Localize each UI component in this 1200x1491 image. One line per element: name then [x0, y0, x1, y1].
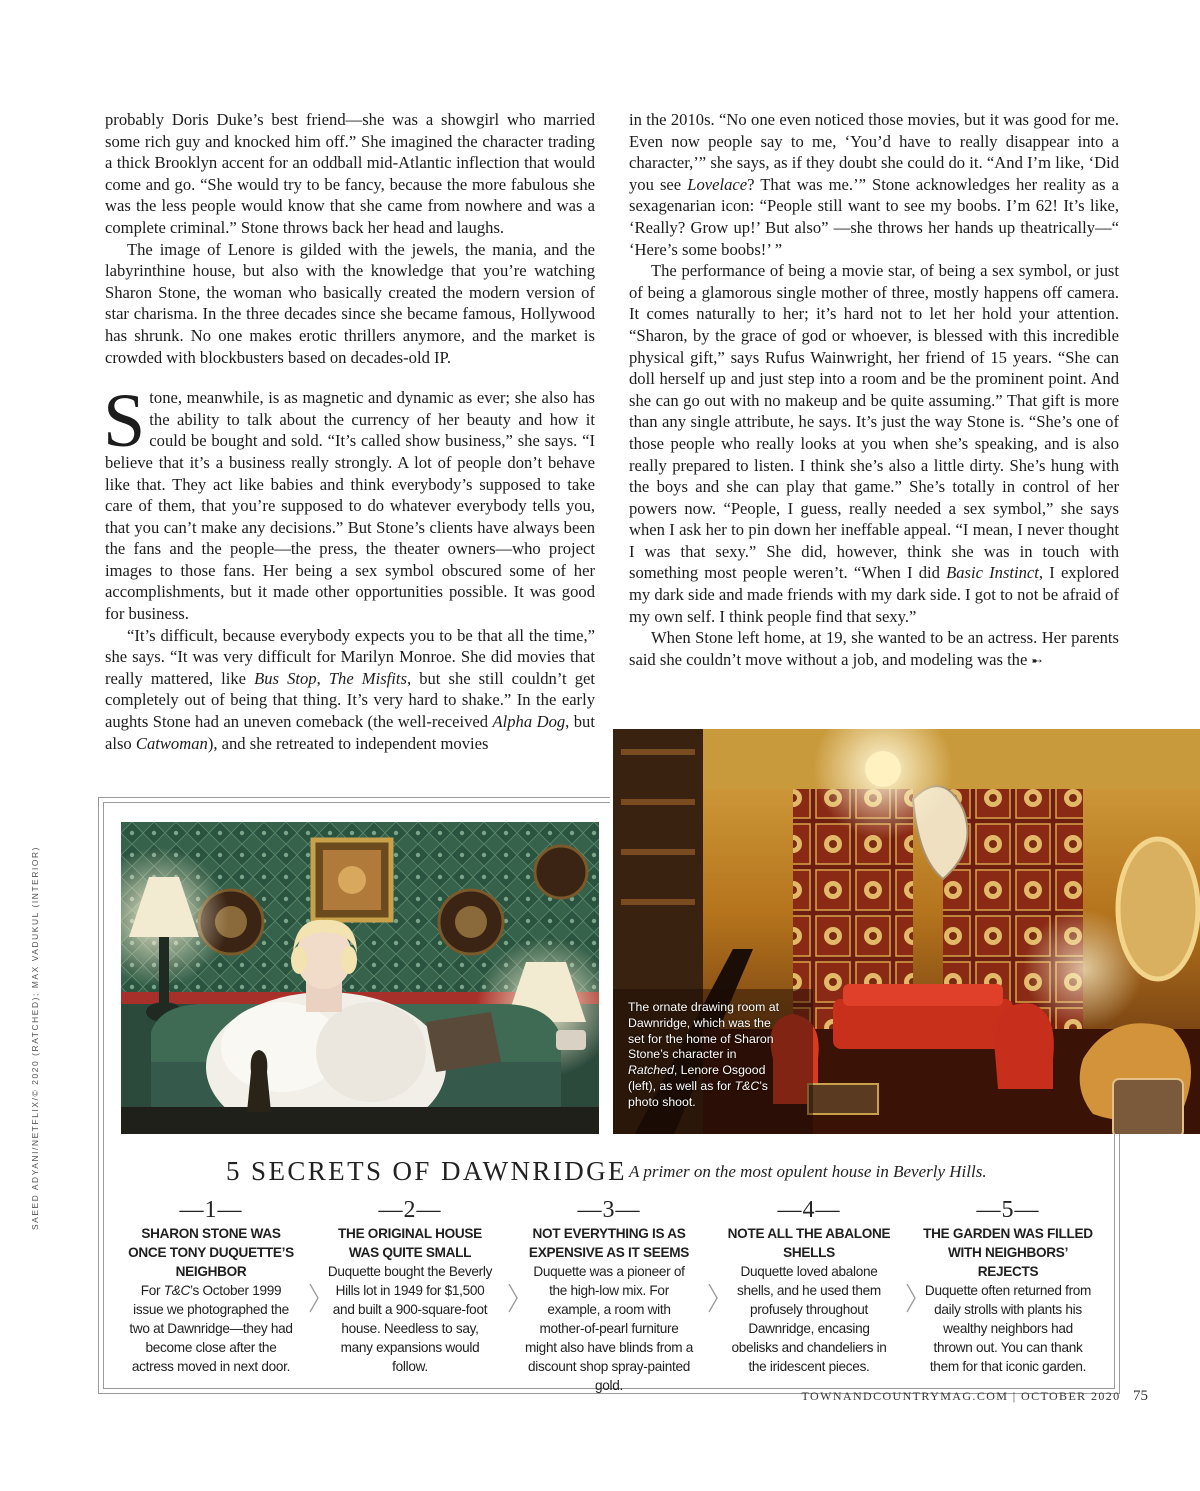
page-footer — [802, 1388, 1148, 1405]
secret-body: Duquette often returned from daily strolls with plants his wealthy neighbors had thrown out. You can thank them for that iconic garden. — [924, 1283, 1092, 1374]
secret-heading: NOT EVERYTHING IS AS EXPENSIVE AS IT SEEMS — [528, 1226, 690, 1260]
chevron-right-icon — [508, 1283, 518, 1313]
secret-item — [126, 1196, 296, 1376]
photo-caption: The ornate drawing room at Dawnridge, which was the set for the home of Sharon Stone’s character in Ratched, Lenore Osgood (left), as well as for T&C’s photo shoot. — [628, 1000, 780, 1109]
issue-date: OCTOBER 2020 — [1021, 1389, 1121, 1403]
sidebar-subtitle: A primer on the most opulent house in Beverly Hills. — [629, 1162, 987, 1181]
continue-arrow-icon: ➸ — [1031, 653, 1041, 669]
film-title: Basic Instinct — [946, 563, 1039, 583]
article-column-right — [629, 109, 1119, 672]
film-title: Bus Stop — [254, 668, 317, 688]
secret-item — [524, 1196, 694, 1395]
article-paragraph: in the 2010s. “No one even noticed those movies, but it was good for me. Even now people say to me, ‘You’d have to really disappear into a character,’” she says, as if they doubt she could do it. “And I’m like, ‘Did you see Lovelace? That was me.’” Stone acknowledges her reality as a sexagenarian icon: “People still want to see my boobs. I’m 62! It’s like, ‘Really? Grow up!’ But also” —she throws her hands up theatrically—“ ‘Here’s some boobs!’ ” — [629, 110, 1119, 259]
footer-separator: | — [1012, 1389, 1017, 1403]
article-paragraph: The performance of being a movie star, of being a sex symbol, or just of being a glamorous single mother of three, mostly happens off camera. It comes naturally to her; it’s hard not to let her hold your attention. “Sharon, by the grace of god or whoever, is blessed with this incredible physical gift,” says Rufus Wainwright, her friend of 15 years. “She can doll herself up and just step into a room and be the prominent point. And she can go out with no makeup and be quite assuming.” That gift is more than any single attribute, he says. It’s just the way Stone is. “She’s one of those people who really looks at you when she’s speaking, and is also really prepared to listen. I think she’s also a little dirty. She’s hung with the boys and she can play that game.” She’s totally in control of her powers now. “People, I guess, really needed a sex symbol,” she says when I ask her to pin down her ineffable appeal. “I mean, I never thought I was that sexy.” She did, however, think she was in touch with something most people weren’t. “When I did Basic Instinct, I explored my dark side and made friends with my dark side. I got to not be afraid of my own self. I think people find that sexy.” — [629, 261, 1119, 626]
secret-number: —4— — [777, 1197, 841, 1223]
article-paragraph: The image of Lenore is gilded with the jewels, the mania, and the labyrinthine house, but also with the knowledge that you’re watching Sharon Stone, the woman who basically created the modern version of star charisma. In the three decades since she became famous, Hollywood has shrunk. No one makes erotic thrillers anymore, and the market is crowded with blockbusters based on decades-old IP. — [105, 239, 595, 367]
magazine-name: T&C — [734, 1078, 760, 1093]
secret-body: Duquette bought the Beverly Hills lot in 1949 for $1,500 and built a 900-square-foot house. Needless to say, many expansions would follow. — [327, 1264, 493, 1374]
article-paragraph: When Stone left home, at 19, she wanted to be an actress. Her parents said she couldn’t move without a job, and modeling was the ➸ — [629, 628, 1119, 669]
green-room-illustration — [121, 822, 599, 1134]
article-paragraph: “It’s difficult, because everybody expects you to be that all the time,” she says. “It was very difficult for Marilyn Monroe. She did movies that really mattered, like Bus Stop, The Misfits, but she still couldn’t get completely out of being that thing. It’s very hard to shake.” In the early aughts Stone had an uneven comeback (the well-received Alpha Dog, but also Catwoman), and she retreated to independent movies — [105, 625, 596, 753]
film-title: Catwoman — [135, 733, 208, 753]
article-column-left — [105, 109, 595, 754]
secret-number: —2— — [378, 1197, 442, 1223]
ratched-still-photo — [121, 822, 599, 1134]
secret-number: —5— — [976, 1197, 1040, 1223]
secret-body: For T&C’s October 1999 issue we photographed the two at Dawnridge—they had become close after the actress moved in next door. — [129, 1283, 293, 1374]
film-title: The Misfits — [328, 668, 407, 688]
secret-number: —3— — [577, 1197, 641, 1223]
secret-body: Duquette was a pioneer of the high-low mix. For example, a room with mother-of-pearl furniture might also have blinds from a discount shop spray-painted gold. — [524, 1264, 694, 1393]
chevron-right-icon — [309, 1283, 319, 1313]
magazine-name: T&C — [163, 1283, 191, 1298]
secret-heading: THE ORIGINAL HOUSE WAS QUITE SMALL — [338, 1226, 482, 1260]
secret-heading: NOTE ALL THE ABALONE SHELLS — [727, 1226, 891, 1260]
secret-item — [923, 1196, 1093, 1376]
secret-body: Duquette loved abalone shells, and he used them profusely throughout Dawnridge, encasing obelisks and chandeliers in the iridescent pieces. — [731, 1264, 887, 1374]
article-paragraph: probably Doris Duke’s best friend—she was a showgirl who married some rich guy and knocked him off.” She imagined the character trading a thick Brooklyn accent for an oddball mid-Atlantic inflection that would come and go. “She would try to be fancy, because the more fabulous she was the less people would know that she came from nowhere and was a complete criminal.” Stone throws back her head and laughs. — [105, 110, 595, 237]
sidebar-title: 5 SECRETS OF DAWNRIDGE — [226, 1156, 627, 1186]
secret-item — [724, 1196, 894, 1376]
show-title: Ratched — [628, 1063, 674, 1078]
chevron-right-icon — [906, 1283, 916, 1313]
page-number: 75 — [1133, 1388, 1148, 1404]
photo-credit: SAEED ADYANI/NETFLIX/© 2020 (RATCHED); MAX VADUKUL (INTERIOR) — [30, 845, 40, 1230]
film-title: Lovelace — [687, 174, 748, 194]
website-url: TOWNANDCOUNTRYMAG.COM — [801, 1389, 1009, 1403]
film-title: Alpha Dog — [492, 712, 566, 732]
secret-item — [325, 1196, 495, 1376]
article-paragraph-dropcap: Stone, meanwhile, is as magnetic and dynamic as ever; she also has the ability to talk about the currency of her beauty and how it could be bought and sold. “It’s called show business,” she says. “I believe that it’s a business really strongly. A lot of people don’t behave like that. They act like babies and think everybody’s supposed to take care of them, that you’re supposed to do whatever everybody tells you, that you can’t make any decisions.” But Stone’s clients have always been the fans and the people—the press, the theater owners—who project images to those fans. Her being a sex symbol obscured some of her accomplishments, but it made other opportunities possible. It was good for business. — [103, 379, 595, 624]
secret-heading: THE GARDEN WAS FILLED WITH NEIGHBORS’ REJECTS — [923, 1226, 1093, 1279]
chevron-right-icon — [708, 1283, 718, 1313]
secret-number: —1— — [179, 1197, 243, 1223]
drop-cap: S — [103, 379, 146, 464]
secret-heading: SHARON STONE WAS ONCE TONY DUQUETTE’S NEIGHBOR — [128, 1226, 294, 1279]
